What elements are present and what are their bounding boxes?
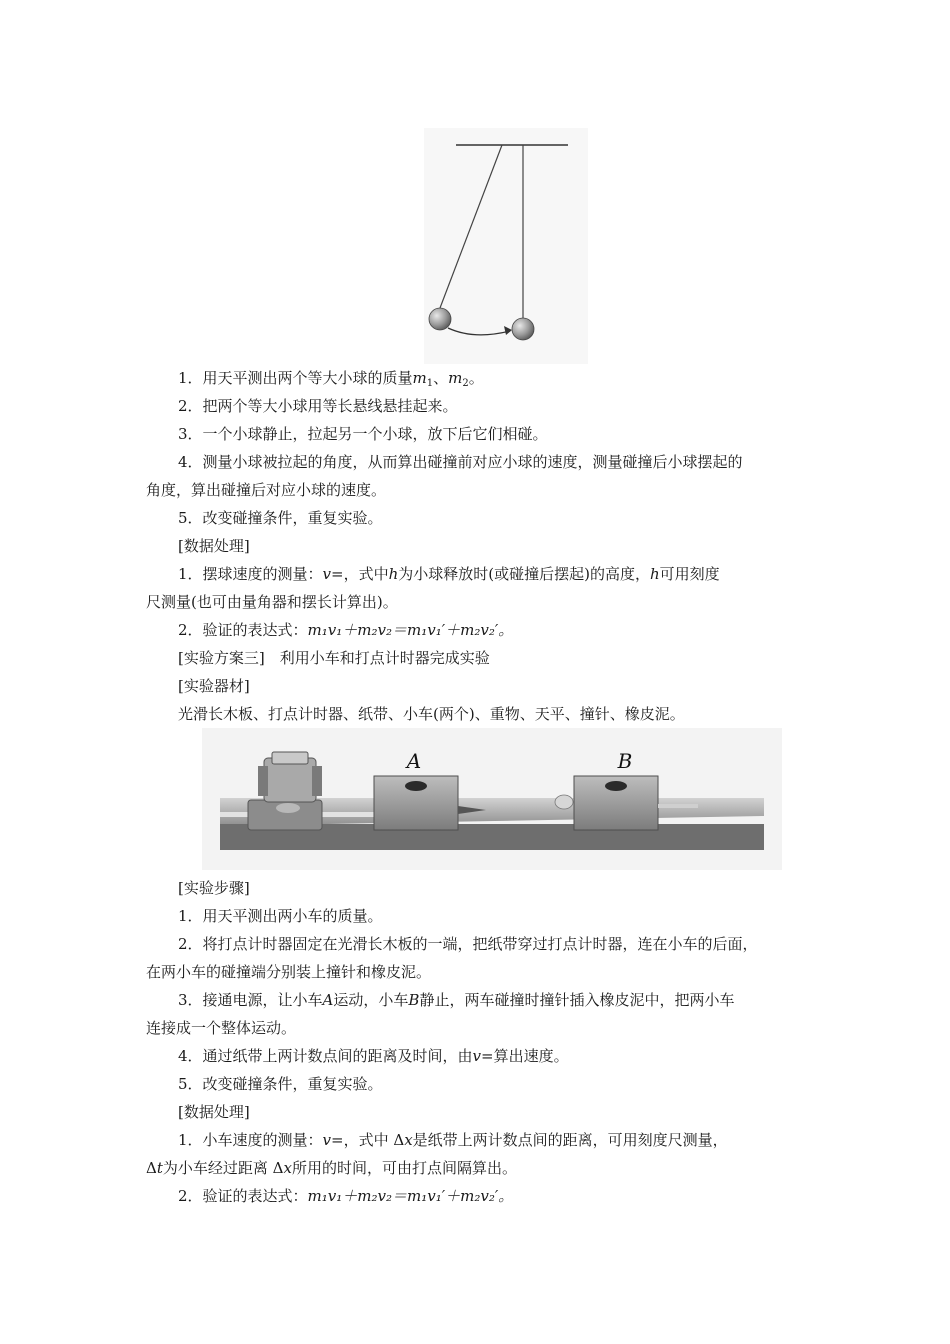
formula-expression-three: m₁v₁＋m₂v₂＝m₁v₁′＋m₂v₂′。	[307, 1187, 514, 1205]
mass-symbol-1: m	[412, 369, 427, 387]
cart-data-2-c: 所用的时间，可由打点间隔算出。	[291, 1159, 517, 1177]
data-line-1-c: 为小球释放时(或碰撞后摆起)的高度，	[398, 565, 650, 583]
cart-velocity-symbol: v	[472, 1047, 482, 1065]
data-line-1-d: 可用刻度	[659, 565, 720, 583]
cart-step-2-line2: 在两小车的碰撞端分别装上撞针和橡皮泥。	[146, 963, 432, 981]
cart-data-t-symbol: t	[156, 1159, 163, 1177]
cart-step-3-b: 运动，小车	[333, 991, 409, 1009]
equipment-list: 光滑长木板、打点计时器、纸带、小车(两个)、重物、天平、撞针、橡皮泥。	[178, 705, 685, 723]
cart-a-label: A	[406, 749, 422, 773]
cart-step-3-a: 3．接通电源，让小车	[178, 991, 323, 1009]
cart-data-1-a: 1．小车速度的测量：	[178, 1131, 323, 1149]
cart-data-2-a: Δ	[146, 1159, 157, 1177]
data-line-2: 尺测量(也可由量角器和摆长计算出)。	[146, 593, 398, 611]
steps-heading: [实验步骤]	[178, 879, 250, 897]
cart-step-2-line1: 2．将打点计时器固定在光滑长木板的一端，把纸带穿过打点计时器，连在小车的后面，	[178, 935, 758, 953]
ball-right	[512, 318, 534, 340]
equipment-heading: [实验器材]	[178, 677, 250, 695]
cart-collision-figure	[202, 728, 782, 870]
cart-data-v-symbol: v	[322, 1131, 332, 1149]
formula-three	[178, 1186, 513, 1206]
clay-icon	[555, 795, 573, 809]
cart-step-4-b: =算出速度。	[481, 1047, 569, 1065]
cart-data-line-1	[178, 1130, 728, 1150]
height-symbol: h	[388, 565, 399, 583]
mass-separator: 、	[433, 369, 449, 387]
period: 。	[468, 369, 484, 387]
cart-step-3-line1	[178, 990, 734, 1010]
formula-two	[178, 620, 513, 640]
data-heading-two: [数据处理]	[178, 537, 250, 555]
cart-b-label: B	[617, 749, 633, 773]
cart-data-x2-symbol: x	[283, 1159, 292, 1177]
formula-label-two: 2．验证的表达式：	[178, 621, 308, 639]
step-4-line2: 角度，算出碰撞后对应小球的速度。	[146, 481, 387, 499]
step-3: 3．一个小球静止，拉起另一个小球，放下后它们相碰。	[178, 425, 548, 443]
cart-a-hole	[405, 781, 427, 791]
cart-step-4	[178, 1046, 569, 1066]
height-symbol-2: h	[650, 565, 660, 583]
cart-step-4-a: 4．通过纸带上两计数点间的距离及时间，由	[178, 1047, 473, 1065]
pendulum-collision-figure	[424, 128, 588, 364]
formula-expression-two: m₁v₁＋m₂v₂＝m₁v₁′＋m₂v₂′。	[307, 621, 514, 639]
cart-step-3-line2: 连接成一个整体运动。	[146, 1019, 297, 1037]
mass-sub-2: 2	[462, 378, 469, 389]
cart-step-3-c: 静止，两车碰撞时撞针插入橡皮泥中，把两小车	[419, 991, 735, 1009]
mass-sub-1: 1	[426, 378, 434, 389]
step-2: 2．把两个等大小球用等长悬线悬挂起来。	[178, 397, 458, 415]
cart-a-symbol: A	[322, 991, 334, 1009]
cart-data-1-c: 是纸带上两计数点间的距离，可用刻度尺测量，	[412, 1131, 728, 1149]
cart-data-2-b: 为小车经过距离 Δ	[162, 1159, 284, 1177]
velocity-symbol: v	[322, 565, 332, 583]
step-1	[178, 368, 484, 388]
cart-data-line-2	[146, 1158, 517, 1178]
mass-symbol-2: m	[448, 369, 463, 387]
data-line-1-a: 1．摆球速度的测量：	[178, 565, 323, 583]
data-line-1-b: =，式中	[331, 565, 389, 583]
scheme-three-title: [实验方案三] 利用小车和打点计时器完成实验	[178, 649, 490, 667]
cart-step-1: 1．用天平测出两小车的质量。	[178, 907, 383, 925]
cart-data-1-b: =，式中 Δ	[331, 1131, 405, 1149]
step-5: 5．改变碰撞条件，重复实验。	[178, 509, 383, 527]
ball-left	[429, 308, 451, 330]
cart-b-symbol: B	[408, 991, 420, 1009]
step-4-line1: 4．测量小球被拉起的角度，从而算出碰撞前对应小球的速度，测量碰撞后小球摆起的	[178, 453, 743, 471]
data-heading-three: [数据处理]	[178, 1103, 250, 1121]
cart-b-hole	[605, 781, 627, 791]
formula-label-three: 2．验证的表达式：	[178, 1187, 308, 1205]
data-line-1	[178, 564, 720, 584]
cart-step-5: 5．改变碰撞条件，重复实验。	[178, 1075, 383, 1093]
cart-data-x-symbol: x	[404, 1131, 413, 1149]
step-1-text: 1．用天平测出两个等大小球的质量	[178, 369, 413, 387]
cart-b-tape	[658, 804, 698, 808]
